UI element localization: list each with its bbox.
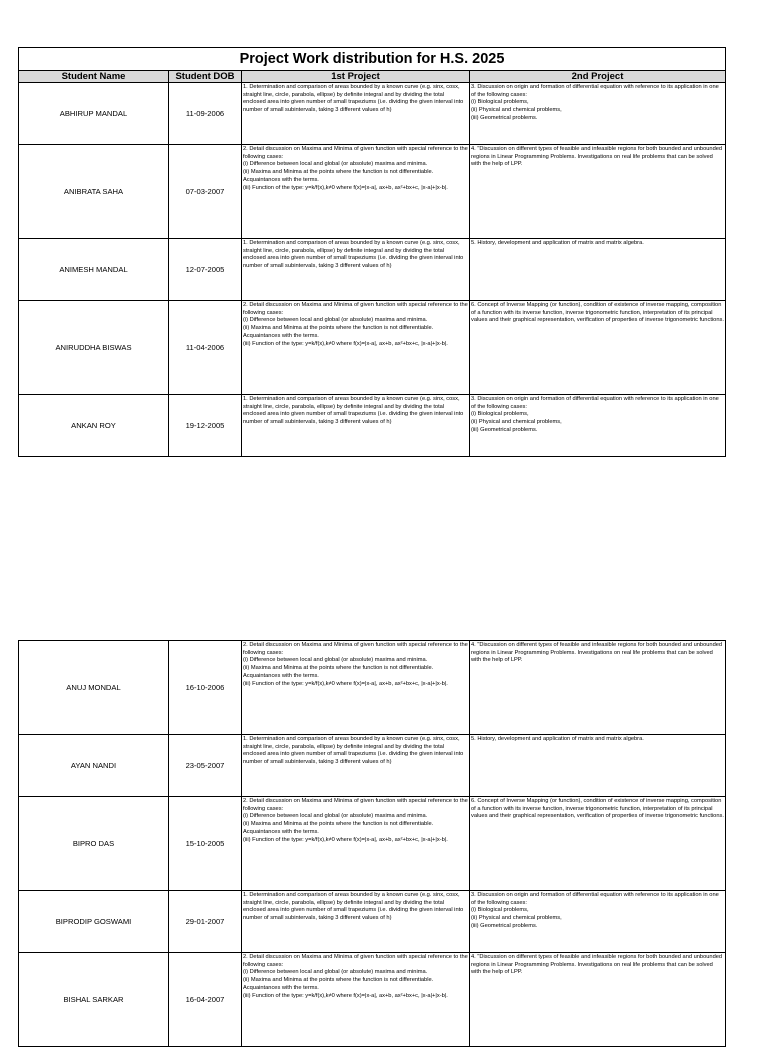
second-project-cell: 6. Concept of Inverse Mapping (or function), condition of existence of inverse mapping, composition of a function with its inverse function, inverse trigonometric function, interpretation of its principal values and their graphical representation, verification of properties of inverse trigonometric functions.	[470, 301, 726, 395]
table-row	[19, 735, 726, 797]
first-project-cell: 1. Determination and comparison of areas bounded by a known curve (e.g. sinx, cosx, straight line, circle, parabola, ellipse) by definite integral and by dividing the total enclosed area into given number of small trapeziums (i.e. dividing the given interval into number of small subintervals, taking 3 different values of h)	[242, 891, 470, 953]
student-dob-cell: 07-03-2007	[169, 145, 242, 239]
student-name-cell: ANIBRATA SAHA	[19, 145, 169, 239]
second-project-cell: 4. "Discussion on different types of feasible and infeasible regions for both bounded and unbounded regions in Linear Programming Problems. Investigations on real life problems that can be solved with the help of LPP.	[470, 953, 726, 1047]
student-dob-cell: 23-05-2007	[169, 735, 242, 797]
student-dob-cell: 16-04-2007	[169, 953, 242, 1047]
second-project-cell: 5. History, development and application of matrix and matrix algebra.	[470, 239, 726, 301]
student-dob-cell: 11-09-2006	[169, 83, 242, 145]
student-name-cell: ANKAN ROY	[19, 395, 169, 457]
project-table-page-1	[18, 47, 726, 457]
first-project-cell: 1. Determination and comparison of areas bounded by a known curve (e.g. sinx, cosx, straight line, circle, parabola, ellipse) by definite integral and by dividing the total enclosed area into given number of small trapeziums (i.e. dividing the given interval into number of small subintervals, taking 3 different values of h)	[242, 735, 470, 797]
second-project-cell: 6. Concept of Inverse Mapping (or function), condition of existence of inverse mapping, composition of a function with its inverse function, inverse trigonometric function, interpretation of its principal values and their graphical representation, verification of properties of inverse trigonometric functions.	[470, 797, 726, 891]
table-row	[19, 395, 726, 457]
second-project-cell: 3. Discussion on origin and formation of differential equation with reference to its application in one of the following cases: (i) Biological problems, (ii) Physical and chemical problems, (iii) Geometrical problems.	[470, 891, 726, 953]
header-first-project: 1st Project	[242, 71, 470, 83]
student-name-cell: ABHIRUP MANDAL	[19, 83, 169, 145]
second-project-cell: 3. Discussion on origin and formation of differential equation with reference to its application in one of the following cases: (i) Biological problems, (ii) Physical and chemical problems, (iii) Geometrical problems.	[470, 83, 726, 145]
student-name-cell: BIPRO DAS	[19, 797, 169, 891]
second-project-cell: 5. History, development and application of matrix and matrix algebra.	[470, 735, 726, 797]
table-row	[19, 797, 726, 891]
student-name-cell: BIPRODIP GOSWAMI	[19, 891, 169, 953]
student-dob-cell: 16-10-2006	[169, 641, 242, 735]
student-name-cell: BISHAL SARKAR	[19, 953, 169, 1047]
second-project-cell: 4. "Discussion on different types of feasible and infeasible regions for both bounded and unbounded regions in Linear Programming Problems. Investigations on real life problems that can be solved with the help of LPP.	[470, 641, 726, 735]
first-project-cell: 2. Detail discussion on Maxima and Minima of given function with special reference to the following cases: (i) Difference between local and global (or absolute) maxima and minima. (ii) Maxima and Minima at the points where the function is not differentiable. Acquaintances with the terms. (iii) Function of the type: y=k/f(x),k≠0 where f(x)=|x-a|, ax+b, ax²+bx+c, |x-a|+|x-b|.	[242, 145, 470, 239]
table-row	[19, 145, 726, 239]
header-student-dob: Student DOB	[169, 71, 242, 83]
student-dob-cell: 29-01-2007	[169, 891, 242, 953]
student-dob-cell: 11-04-2006	[169, 301, 242, 395]
student-name-cell: ANIMESH MANDAL	[19, 239, 169, 301]
header-second-project: 2nd Project	[470, 71, 726, 83]
first-project-cell: 2. Detail discussion on Maxima and Minima of given function with special reference to the following cases: (i) Difference between local and global (or absolute) maxima and minima. (ii) Maxima and Minima at the points where the function is not differentiable. Acquaintances with the terms. (iii) Function of the type: y=k/f(x),k≠0 where f(x)=|x-a|, ax+b, ax²+bx+c, |x-a|+|x-b|.	[242, 953, 470, 1047]
table-row	[19, 953, 726, 1047]
first-project-cell: 2. Detail discussion on Maxima and Minima of given function with special reference to the following cases: (i) Difference between local and global (or absolute) maxima and minima. (ii) Maxima and Minima at the points where the function is not differentiable. Acquaintances with the terms. (iii) Function of the type: y=k/f(x),k≠0 where f(x)=|x-a|, ax+b, ax²+bx+c, |x-a|+|x-b|.	[242, 301, 470, 395]
table-row	[19, 641, 726, 735]
student-dob-cell: 19-12-2005	[169, 395, 242, 457]
table-body	[19, 83, 726, 457]
table-body	[19, 641, 726, 1047]
first-project-cell: 2. Detail discussion on Maxima and Minima of given function with special reference to the following cases: (i) Difference between local and global (or absolute) maxima and minima. (ii) Maxima and Minima at the points where the function is not differentiable. Acquaintances with the terms. (iii) Function of the type: y=k/f(x),k≠0 where f(x)=|x-a|, ax+b, ax²+bx+c, |x-a|+|x-b|.	[242, 797, 470, 891]
first-project-cell: 2. Detail discussion on Maxima and Minima of given function with special reference to the following cases: (i) Difference between local and global (or absolute) maxima and minima. (ii) Maxima and Minima at the points where the function is not differentiable. Acquaintances with the terms. (iii) Function of the type: y=k/f(x),k≠0 where f(x)=|x-a|, ax+b, ax²+bx+c, |x-a|+|x-b|.	[242, 641, 470, 735]
page-title: Project Work distribution for H.S. 2025	[19, 48, 726, 71]
first-project-cell: 1. Determination and comparison of areas bounded by a known curve (e.g. sinx, cosx, straight line, circle, parabola, ellipse) by definite integral and by dividing the total enclosed area into given number of small trapeziums (i.e. dividing the given interval into number of small subintervals, taking 3 different values of h)	[242, 395, 470, 457]
second-project-cell: 3. Discussion on origin and formation of differential equation with reference to its application in one of the following cases: (i) Biological problems, (ii) Physical and chemical problems, (iii) Geometrical problems.	[470, 395, 726, 457]
second-project-cell: 4. "Discussion on different types of feasible and infeasible regions for both bounded and unbounded regions in Linear Programming Problems. Investigations on real life problems that can be solved with the help of LPP.	[470, 145, 726, 239]
table-row	[19, 83, 726, 145]
table-row	[19, 239, 726, 301]
project-table-page-2	[18, 640, 726, 1047]
header-student-name: Student Name	[19, 71, 169, 83]
student-name-cell: AYAN NANDI	[19, 735, 169, 797]
student-name-cell: ANUJ MONDAL	[19, 641, 169, 735]
student-dob-cell: 15-10-2005	[169, 797, 242, 891]
student-dob-cell: 12-07-2005	[169, 239, 242, 301]
table-row	[19, 301, 726, 395]
table-row	[19, 891, 726, 953]
first-project-cell: 1. Determination and comparison of areas bounded by a known curve (e.g. sinx, cosx, straight line, circle, parabola, ellipse) by definite integral and by dividing the total enclosed area into given number of small trapeziums (i.e. dividing the given interval into number of small subintervals, taking 3 different values of h)	[242, 83, 470, 145]
student-name-cell: ANIRUDDHA BISWAS	[19, 301, 169, 395]
first-project-cell: 1. Determination and comparison of areas bounded by a known curve (e.g. sinx, cosx, straight line, circle, parabola, ellipse) by definite integral and by dividing the total enclosed area into given number of small trapeziums (i.e. dividing the given interval into number of small subintervals, taking 3 different values of h)	[242, 239, 470, 301]
